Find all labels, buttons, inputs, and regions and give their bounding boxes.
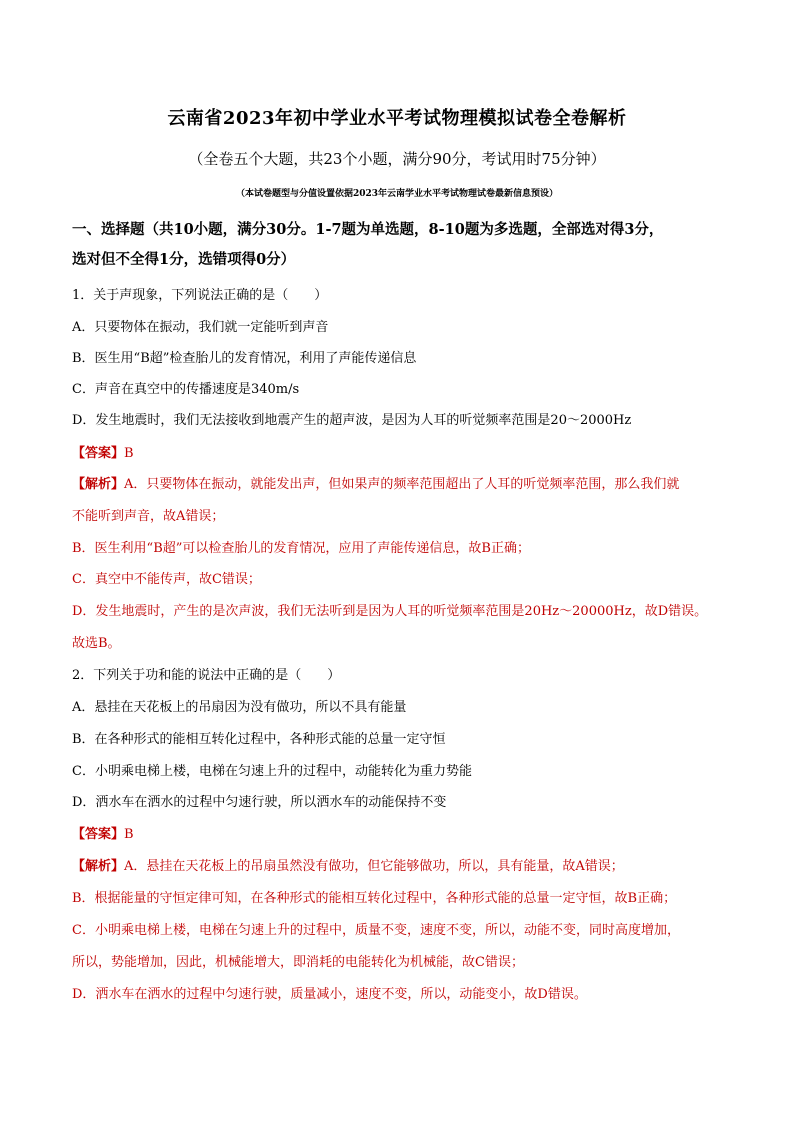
- q1-conclusion: 故选B。: [72, 636, 121, 651]
- analysis-tag: 【解析】: [72, 477, 125, 492]
- q2-analysis-b: B．根据能量的守恒定律可知，在各种形式的能相互转化过程中，各种形式能的总量一定守恒，故B正确；: [72, 891, 677, 906]
- q1-answer: [72, 442, 134, 461]
- q2-answer: [72, 823, 134, 842]
- q1-analysis-a-line-1: [72, 473, 679, 492]
- q1-analysis-c: C．真空中不能传声，故C错误；: [72, 572, 261, 587]
- exam-note: （本试卷题型与分值设置依据2023年云南学业水平考试物理试卷最新信息预设）: [235, 189, 559, 199]
- section-heading-line-1: 一、选择题（共10小题，满分30分。1-7题为单选题，8-10题为多选题，全部选对得3分，: [72, 221, 664, 238]
- exam-info: （全卷五个大题，共23个小题，满分90分，考试用时75分钟）: [188, 150, 606, 168]
- q2-analysis-c-line-2: 所以，势能增加，因此，机械能增大，即消耗的电能转化为机械能，故C错误；: [72, 955, 524, 970]
- answer-tag: 【答案】: [72, 827, 125, 842]
- section-heading-line-2: 选对但不全得1分，选错项得0分）: [72, 251, 296, 268]
- q1-stem: 1．关于声现象，下列说法正确的是（ ）: [72, 288, 328, 303]
- q2-option-a: A．悬挂在天花板上的吊扇因为没有做功，所以不具有能量: [72, 700, 407, 715]
- analysis-text: A．悬挂在天花板上的吊扇虽然没有做功，但它能够做功，所以，具有能量，故A错误；: [124, 859, 624, 874]
- page-title: 云南省2023年初中学业水平考试物理模拟试卷全卷解析: [167, 108, 627, 129]
- analysis-tag: 【解析】: [72, 859, 125, 874]
- q1-option-c: C．声音在真空中的传播速度是340m/s: [72, 382, 300, 397]
- q1-analysis-d: D．发生地震时，产生的是次声波，我们无法听到是因为人耳的听觉频率范围是20Hz～20000Hz，故D错误。: [72, 604, 708, 619]
- q1-option-a: A．只要物体在振动，我们就一定能听到声音: [72, 320, 329, 335]
- answer-tag: 【答案】: [72, 446, 125, 461]
- q1-option-b: B．医生用“B超”检查胎儿的发育情况，利用了声能传递信息: [72, 351, 417, 366]
- q2-analysis-d: D．洒水车在洒水的过程中匀速行驶，质量减小，速度不变，所以，动能变小，故D错误。: [72, 987, 587, 1002]
- q2-option-c: C．小明乘电梯上楼，电梯在匀速上升的过程中，动能转化为重力势能: [72, 764, 472, 779]
- analysis-text: A．只要物体在振动，就能发出声，但如果声的频率范围超出了人耳的听觉频率范围，那么我们就: [124, 477, 680, 492]
- q1-analysis-a-line-2: 不能听到声音，故A错误；: [72, 509, 225, 524]
- q2-option-b: B．在各种形式的能相互转化过程中，各种形式能的总量一定守恒: [72, 732, 446, 747]
- answer-value: B: [124, 827, 134, 842]
- q2-analysis-a: [72, 855, 624, 874]
- q1-option-d: D．发生地震时，我们无法接收到地震产生的超声波，是因为人耳的听觉频率范围是20～2000Hz: [72, 413, 632, 428]
- answer-value: B: [124, 446, 134, 461]
- q2-option-d: D．洒水车在洒水的过程中匀速行驶，所以洒水车的动能保持不变: [72, 795, 447, 810]
- q1-analysis-b: B．医生利用“B超”可以检查胎儿的发育情况，应用了声能传递信息，故B正确；: [72, 541, 530, 556]
- q2-stem: 2．下列关于功和能的说法中正确的是（ ）: [72, 668, 341, 683]
- q2-analysis-c-line-1: C．小明乘电梯上楼，电梯在匀速上升的过程中，质量不变，速度不变，所以，动能不变，同时高度增加，: [72, 923, 680, 938]
